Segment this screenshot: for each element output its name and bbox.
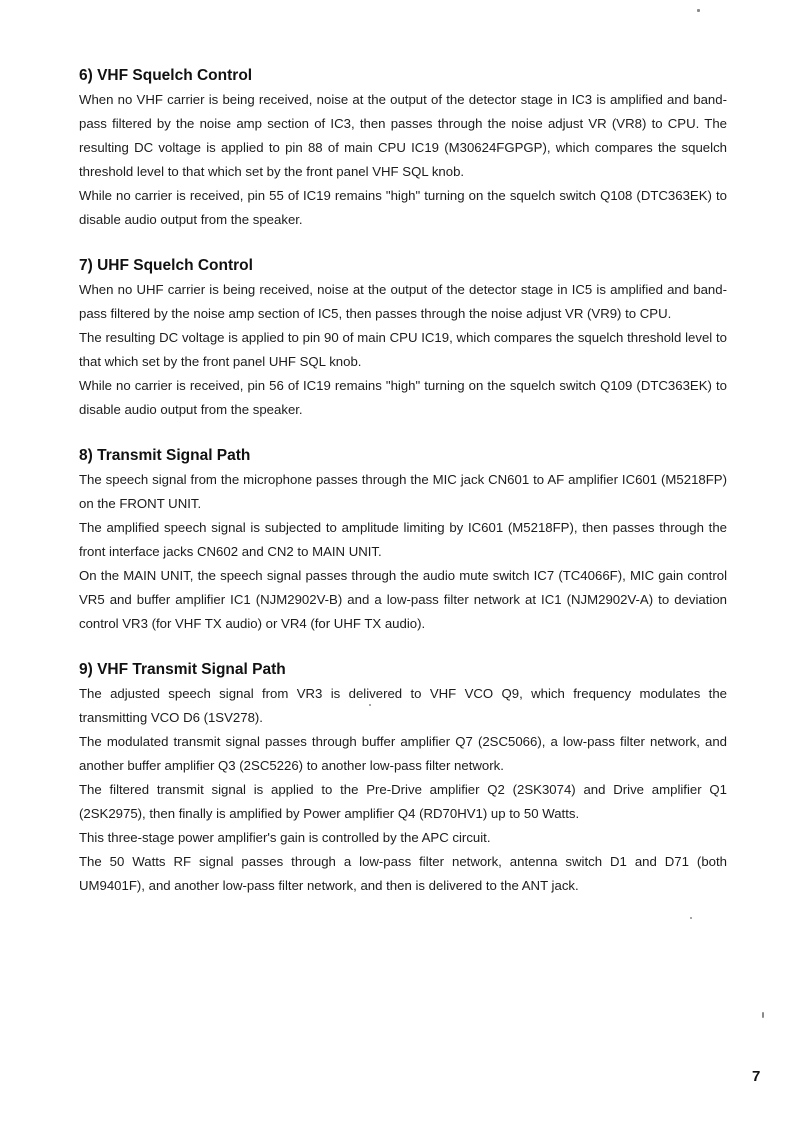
paragraph: When no VHF carrier is being received, noise at the output of the detector stage in IC3 is amplified and band-pass filtered by the noise amp section of IC3, then passes through the noise adjust VR (VR8) to CPU. The resulting DC voltage is applied to pin 88 of main CPU IC19 (M30624FGPGP), which compares the squelch threshold level to that which set by the front panel VHF SQL knob. bbox=[79, 92, 727, 179]
section-heading: 7) UHF Squelch Control bbox=[79, 257, 253, 274]
section-uhf-squelch-control bbox=[79, 254, 727, 422]
paragraph: When no UHF carrier is being received, noise at the output of the detector stage in IC5 is amplified and band-pass filtered by the noise amp section of IC5, then passes through the noise adjust VR (VR9) to CPU. bbox=[79, 282, 727, 321]
page-number: 7 bbox=[752, 1068, 761, 1085]
paragraph: The adjusted speech signal from VR3 is delivered to VHF VCO Q9, which frequency modulates the transmitting VCO D6 (1SV278). bbox=[79, 686, 727, 725]
section-vhf-squelch-control bbox=[79, 64, 727, 232]
paragraph: This three-stage power amplifier's gain is controlled by the APC circuit. bbox=[79, 830, 491, 845]
paragraph: The resulting DC voltage is applied to pin 90 of main CPU IC19, which compares the squelch threshold level to that which set by the front panel UHF SQL knob. bbox=[79, 330, 727, 369]
section-heading: 9) VHF Transmit Signal Path bbox=[79, 661, 286, 678]
paragraph: The speech signal from the microphone passes through the MIC jack CN601 to AF amplifier IC601 (M5218FP) on the FRONT UNIT. bbox=[79, 472, 727, 511]
paragraph: While no carrier is received, pin 55 of IC19 remains "high" turning on the squelch switch Q108 (DTC363EK) to disable audio output from the speaker. bbox=[79, 188, 727, 227]
section-heading: 8) Transmit Signal Path bbox=[79, 447, 251, 464]
paragraph: The modulated transmit signal passes through buffer amplifier Q7 (2SC5066), a low-pass filter network, and another buffer amplifier Q3 (2SC5226) to another low-pass filter network. bbox=[79, 734, 727, 773]
paragraph: While no carrier is received, pin 56 of IC19 remains "high" turning on the squelch switch Q109 (DTC363EK) to disable audio output from the speaker. bbox=[79, 378, 727, 417]
paragraph: The amplified speech signal is subjected to amplitude limiting by IC601 (M5218FP), then passes through the front interface jacks CN602 and CN2 to MAIN UNIT. bbox=[79, 520, 727, 559]
scan-speck bbox=[369, 704, 371, 706]
paragraph: On the MAIN UNIT, the speech signal passes through the audio mute switch IC7 (TC4066F), MIC gain control VR5 and buffer amplifier IC1 (NJM2902V-B) and a low-pass filter network at IC1 (NJM2902V-A) to deviation control VR3 (for VHF TX audio) or VR4 (for UHF TX audio). bbox=[79, 568, 727, 631]
section-vhf-transmit-signal-path bbox=[79, 658, 727, 898]
section-transmit-signal-path bbox=[79, 444, 727, 636]
scan-speck bbox=[690, 917, 692, 919]
scan-speck bbox=[697, 9, 700, 12]
section-heading: 6) VHF Squelch Control bbox=[79, 67, 253, 84]
page-content bbox=[79, 64, 727, 920]
scan-speck bbox=[762, 1012, 764, 1018]
paragraph: The 50 Watts RF signal passes through a low-pass filter network, antenna switch D1 and D71 (both UM9401F), and another low-pass filter network, and then is delivered to the ANT jack. bbox=[79, 854, 727, 893]
paragraph: The filtered transmit signal is applied to the Pre-Drive amplifier Q2 (2SK3074) and Drive amplifier Q1 (2SK2975), then finally is amplified by Power amplifier Q4 (RD70HV1) up to 50 Watts. bbox=[79, 782, 727, 821]
